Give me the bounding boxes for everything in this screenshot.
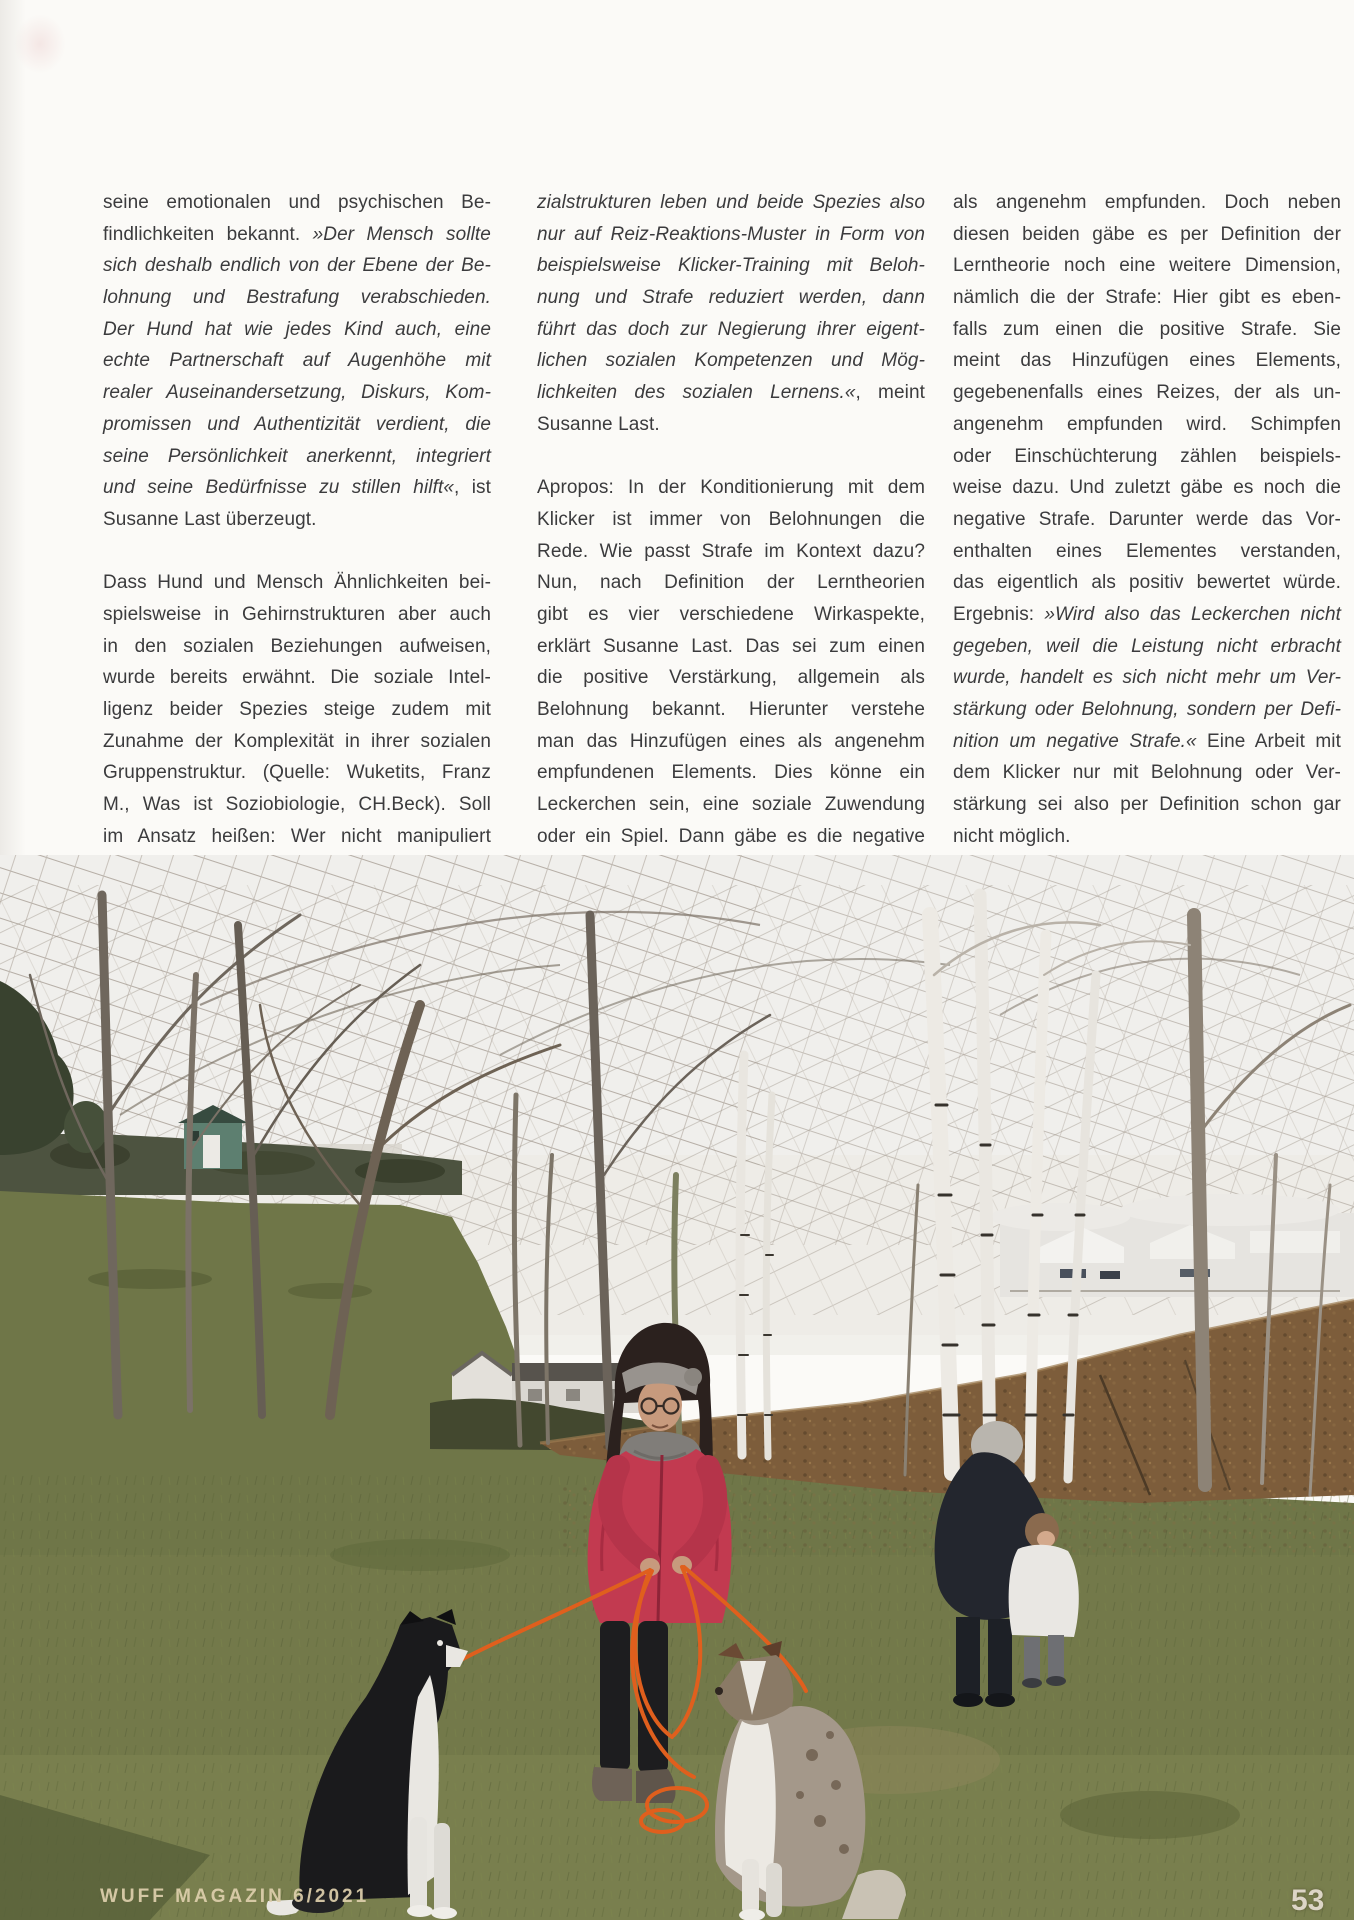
text-line: Klicker ist immer von Belohnungen die: [537, 508, 925, 530]
scan-edge-shadow: [0, 0, 26, 860]
paragraph-gap: [103, 536, 491, 568]
text-line: weise dazu. Und zuletzt gäbe es noch die: [953, 477, 1341, 499]
text-line: empfundenen Elements. Dies könne ein: [537, 762, 925, 784]
text-line: nur auf Reiz-Reaktions-Muster in Form von: [537, 223, 925, 245]
page-number: 53: [1291, 1884, 1325, 1917]
text-line: meint das Hinzufügen eines Elements,: [953, 350, 1341, 372]
text-line: wurde bereits erwähnt. Die soziale Intel-: [103, 667, 491, 689]
text-line: seine emotionalen und psychischen Be-: [103, 192, 491, 213]
text-line: Lerntheorie noch eine weitere Dimension,: [953, 255, 1341, 277]
scan-smudge: [14, 14, 66, 74]
text-line: Susanne Last.: [537, 413, 660, 435]
text-line: Der Hund hat wie jedes Kind auch, eine: [103, 318, 491, 340]
text-line: Susanne Last überzeugt.: [103, 508, 317, 530]
text-line: enthalten eines Elementes verstanden,: [953, 540, 1341, 562]
text-line: gegebenenfalls eines Reizes, der als un-: [953, 382, 1341, 404]
text-line: gegeben, weil die Leistung nicht erbracht: [953, 635, 1341, 657]
right-boot: [636, 1769, 675, 1803]
paragraph-gap: [537, 441, 925, 473]
text-line: angenehm empfunden wird. Schimpfen: [953, 413, 1341, 435]
front-leg: [410, 1817, 427, 1913]
distant-snowy-buildings: [990, 1194, 1354, 1297]
child-white-jacket: [1009, 1545, 1079, 1637]
text-line: Apropos: In der Konditionierung mit dem: [537, 477, 925, 499]
text-line: echte Partnerschaft auf Augenhöhe mit: [103, 350, 491, 372]
text-line: lichkeiten des sozialen Lernens.«, meint: [537, 382, 926, 404]
text-line: Dass Hund und Mensch Ähnlichkeiten bei-: [103, 572, 491, 594]
text-line: in den sozialen Beziehungen aufweisen,: [103, 635, 491, 657]
text-line: M., Was ist Soziobiologie, CH.Beck). Soll: [103, 794, 491, 816]
text-line: dem Klicker nur mit Belohnung oder Ver-: [953, 762, 1341, 784]
magazine-footer: WUFF MAGAZIN 6/2021: [100, 1886, 370, 1907]
text-line: falls zum einen die positive Strafe. Sie: [953, 318, 1341, 340]
nose: [715, 1687, 723, 1695]
text-line: oder Einschüchterung zählen beispiels-: [953, 445, 1341, 467]
text-line: nicht möglich.: [953, 825, 1071, 847]
text-line: Ergebnis: »Wird also das Leckerchen nicht: [953, 603, 1342, 625]
text-line: Zunahme der Komplexität in ihrer sozialen: [103, 730, 491, 752]
text-line: stärkung sei also per Definition schon gar: [953, 794, 1341, 816]
text-line: wurde, handelt es sich nicht mehr um Ver-: [953, 667, 1341, 689]
text-line: nung und Strafe reduziert werden, dann: [537, 287, 925, 309]
text-line: das eigentlich als positiv bewertet würde.: [953, 572, 1341, 594]
hut-door: [203, 1135, 220, 1168]
left-boot: [592, 1767, 632, 1801]
text-line: ligenz beider Spezies steige zudem mit: [103, 699, 491, 720]
field-photo: [0, 855, 1354, 1920]
text-line: negative Strafe. Darunter werde das Vor-: [953, 508, 1341, 530]
text-line: realer Auseinandersetzung, Diskurs, Kom-: [103, 382, 491, 404]
text-line: lichen sozialen Kompetenzen und Mög-: [537, 350, 925, 372]
text-line: seine Persönlichkeit anerkennt, integriert: [103, 445, 491, 467]
text-line: zialstrukturen leben und beide Spezies also: [537, 192, 925, 213]
text-line: Gruppenstruktur. (Quelle: Wuketits, Franz: [103, 762, 491, 784]
text-line: sich deshalb endlich von der Ebene der Be-: [103, 255, 491, 277]
text-line: findlichkeiten bekannt. »Der Mensch sollte: [103, 223, 491, 245]
text-line: promissen und Authentizität verdient, die: [103, 413, 491, 435]
text-line: lohnung und Bestrafung verabschieden.: [103, 287, 491, 309]
text-line: und seine Bedürfnisse zu stillen hilft«, ist: [103, 477, 492, 499]
text-line: die positive Verstärkung, allgemein als: [537, 667, 925, 689]
text-line: nämlich die der Strafe: Hier gibt es eben-: [953, 287, 1341, 309]
text-line: als angenehm empfunden. Doch neben: [953, 192, 1341, 213]
text-line: Leckerchen sein, eine soziale Zuwendung: [537, 794, 925, 816]
text-line: stärkung oder Belohnung, sondern per Defi-: [953, 699, 1341, 720]
left-leg: [600, 1621, 630, 1771]
text-line: oder ein Spiel. Dann gäbe es die negative: [537, 825, 925, 847]
text-line: diesen beiden gäbe es per Definition der: [953, 223, 1341, 245]
text-line: Nun, nach Definition der Lerntheorien: [537, 572, 925, 594]
text-line: man das Hinzufügen eines als angenehm: [537, 730, 925, 752]
front-leg: [742, 1859, 759, 1915]
text-line: Belohnung bekannt. Hierunter verstehe: [537, 699, 925, 720]
text-line: gibt es vier verschiedene Wirkaspekte,: [537, 603, 925, 625]
text-line: im Ansatz heißen: Wer nicht manipuliert: [103, 825, 491, 847]
text-line: spielsweise in Gehirnstrukturen aber auch: [103, 603, 491, 625]
text-line: beispielsweise Klicker-Training mit Beloh-: [537, 255, 925, 277]
text-line: erklärt Susanne Last. Das sei zum einen: [537, 635, 925, 657]
text-line: führt das doch zur Negierung ihrer eigent-: [537, 318, 925, 340]
text-line: nition um negative Strafe.« Eine Arbeit mit: [953, 730, 1341, 752]
text-line: Rede. Wie passt Strafe im Kontext dazu?: [537, 540, 925, 562]
